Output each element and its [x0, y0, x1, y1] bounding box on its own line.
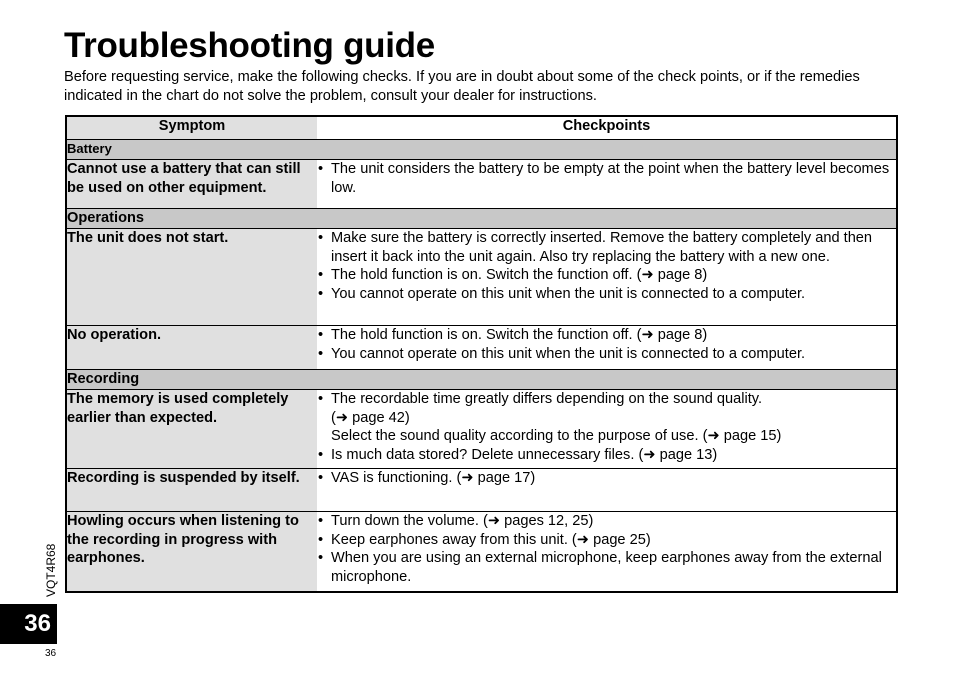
checkpoint-item: • Keep earphones away from this unit. (➜ page 25) [317, 531, 896, 550]
table-row [66, 326, 897, 370]
checkpoints-cell [317, 229, 897, 326]
arrow-right-icon: ➜ [643, 446, 656, 463]
intro-paragraph: Before requesting service, make the following checks. If you are in doubt about some of the check points, or if the remedies indicated in the chart do not solve the problem, consult your dealer for instructions. [64, 69, 860, 104]
symptom-cell: No operation. [66, 326, 317, 370]
page-number-small: 36 [45, 648, 57, 659]
table-row [66, 512, 897, 592]
category-label: Operations [66, 209, 897, 229]
checkpoint-item: • You cannot operate on this unit when the unit is connected to a computer. [317, 345, 896, 364]
category-row-recording [66, 370, 897, 390]
checkpoints-cell [317, 326, 897, 370]
page-number-tab [0, 604, 57, 644]
checkpoint-item: • The hold function is on. Switch the function off. (➜ page 8) [317, 266, 896, 285]
model-code: VQT4R68 [44, 543, 58, 597]
checkpoint-item: • Is much data stored? Delete unnecessary files. (➜ page 13) [317, 446, 896, 465]
checkpoint-item: • The unit considers the battery to be empty at the point when the battery level becomes low. [317, 160, 896, 197]
table-header-row [66, 116, 897, 140]
category-row-operations [66, 209, 897, 229]
checkpoints-cell [317, 512, 897, 592]
page-number: 36 [24, 610, 51, 637]
table-row [66, 160, 897, 209]
checkpoints-cell [317, 390, 897, 469]
checkpoint-item: • The hold function is on. Switch the function off. (➜ page 8) [317, 326, 896, 345]
checkpoint-item: • VAS is functioning. (➜ page 17) [317, 469, 896, 488]
checkpoint-item: • The recordable time greatly differs depending on the sound quality. (➜ page 42) Select the sound quality according to the purpose of use. (➜ page 15) [317, 390, 896, 446]
page-title: Troubleshooting guide [64, 26, 435, 65]
symptom-cell: Cannot use a battery that can still be used on other equipment. [66, 160, 317, 209]
arrow-right-icon: ➜ [641, 327, 654, 343]
arrow-right-icon: ➜ [487, 513, 501, 529]
checkpoints-cell [317, 160, 897, 209]
arrow-right-icon: ➜ [707, 428, 720, 444]
troubleshooting-table [65, 115, 898, 593]
checkpoint-item: • Turn down the volume. (➜ pages 12, 25) [317, 512, 896, 531]
symptom-cell: Recording is suspended by itself. [66, 469, 317, 512]
checkpoints-cell [317, 469, 897, 512]
arrow-right-icon: ➜ [335, 409, 349, 426]
category-label: Recording [66, 370, 897, 390]
category-label: Battery [66, 140, 897, 160]
table-row [66, 390, 897, 469]
symptom-cell: The unit does not start. [66, 229, 317, 326]
category-row-battery [66, 140, 897, 160]
header-checkpoints: Checkpoints [317, 116, 897, 140]
symptom-cell: Howling occurs when listening to the recording in progress with earphones. [66, 512, 317, 592]
symptom-cell: The memory is used completely earlier than expected. [66, 390, 317, 469]
header-symptom: Symptom [66, 116, 317, 140]
checkpoint-item: • Make sure the battery is correctly inserted. Remove the battery completely and then insert it back into the unit again. Also try replacing the battery with a new one. [317, 229, 896, 266]
arrow-right-icon: ➜ [461, 470, 474, 486]
arrow-right-icon: ➜ [641, 267, 654, 283]
table-row [66, 229, 897, 326]
checkpoint-item: • You cannot operate on this unit when the unit is connected to a computer. [317, 285, 896, 304]
arrow-right-icon: ➜ [576, 531, 590, 548]
table-row [66, 469, 897, 512]
checkpoint-item: • When you are using an external microphone, keep earphones away from the external microphone. [317, 549, 896, 586]
